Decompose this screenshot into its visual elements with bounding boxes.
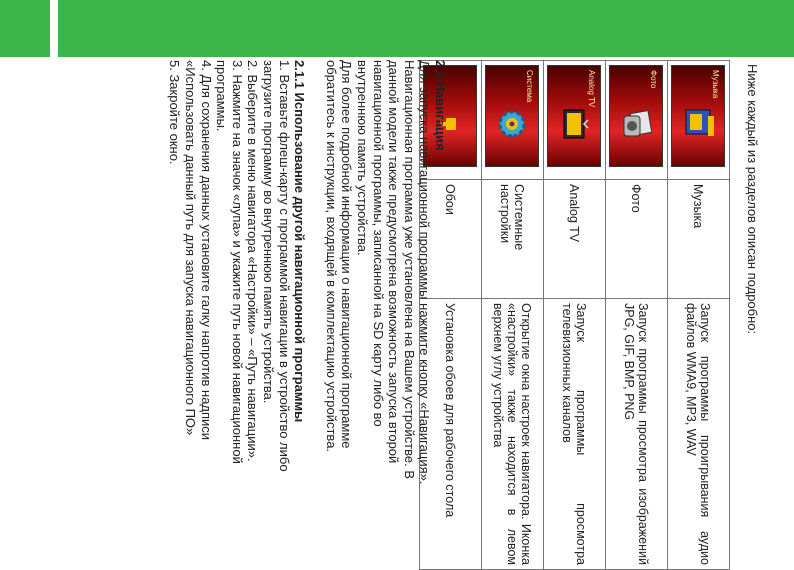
music-thumbnail: Музыка <box>672 65 726 167</box>
paragraph-line: обратитесь к инструкции, входящей в комплектацию устройства. <box>323 60 339 453</box>
table-row <box>606 61 668 570</box>
list-item: программы. <box>214 60 230 132</box>
section-heading-navigation: 2.1 Навигация <box>433 60 448 151</box>
section-description: Запуск программы проигрывания аудио файлов WMA9, MP3, WAV <box>668 299 730 570</box>
table-row <box>544 61 606 570</box>
list-item: 5. Закройте окно. <box>167 60 183 165</box>
paragraph-line: навигационной программы, записанной на SD карту либо во <box>370 60 386 427</box>
header-corner-block <box>0 0 50 57</box>
list-item: загрузите программу во внутреннюю память устройства. <box>261 60 277 404</box>
paragraph-line: внутреннюю память устройства. <box>355 60 371 256</box>
paragraph-line: Навигационная программа уже установлена на Вашем устройстве. В <box>401 60 417 479</box>
tv-icon <box>557 106 593 142</box>
section-name: Системные настройки <box>482 180 544 299</box>
section-heading-other-navigation: 2.1.1 Использование другой навигационной программы <box>292 60 308 423</box>
settings-thumbnail: Система <box>486 65 540 167</box>
section-description: Открытие окна настроек навигатора. Иконка «настройки» также находится в левом верхнем углу устройства <box>482 299 544 570</box>
rotated-document <box>0 60 760 566</box>
section-description: Запуск программы просмотра телевизионных каналов <box>544 299 606 570</box>
section-description: Запуск программы просмотра изображений JPG, GIF, BMP, PNG <box>606 299 668 570</box>
sections-table <box>419 60 730 570</box>
body-text <box>167 60 448 566</box>
paragraph-line: Для более подробной информации о навигационной программе <box>339 60 355 449</box>
paragraph-line: данной модели также предусмотрена возможность запуска второй <box>386 60 402 464</box>
table-row <box>482 61 544 570</box>
list-item: 4. Для сохранения данных установите галку напротив надписи <box>198 60 214 441</box>
section-description: Установка обоев для рабочего стола <box>420 299 482 570</box>
settings-gear-icon <box>495 106 531 142</box>
list-item: 3. Нажмите на значок «лупа» и укажите путь новой навигационной <box>229 60 245 464</box>
paragraph-line: Для запуска навигационной программы нажмите кнопку «Навигация». <box>417 60 433 485</box>
section-name: Обои <box>420 180 482 299</box>
table-row <box>668 61 730 570</box>
music-icon <box>681 106 717 142</box>
header-bar <box>58 0 794 57</box>
list-item: 2. Выберите в меню навигатора «Настройки» – «Путь навигации». <box>245 60 261 462</box>
section-name: Фото <box>606 180 668 299</box>
intro-text: Ниже каждый из разделов описан подробно: <box>745 64 760 335</box>
list-item: «Использовать данный путь для запуска навигационного ПО» <box>183 60 199 436</box>
photo-icon <box>619 106 655 142</box>
tv-thumbnail: Analog TV <box>548 65 602 167</box>
list-item: 1. Вставьте флеш-карту с программой навигации в устройство либо <box>276 60 292 472</box>
section-name: Analog TV <box>544 180 606 299</box>
photo-thumbnail: Фото <box>610 65 664 167</box>
section-name: Музыка <box>668 180 730 299</box>
